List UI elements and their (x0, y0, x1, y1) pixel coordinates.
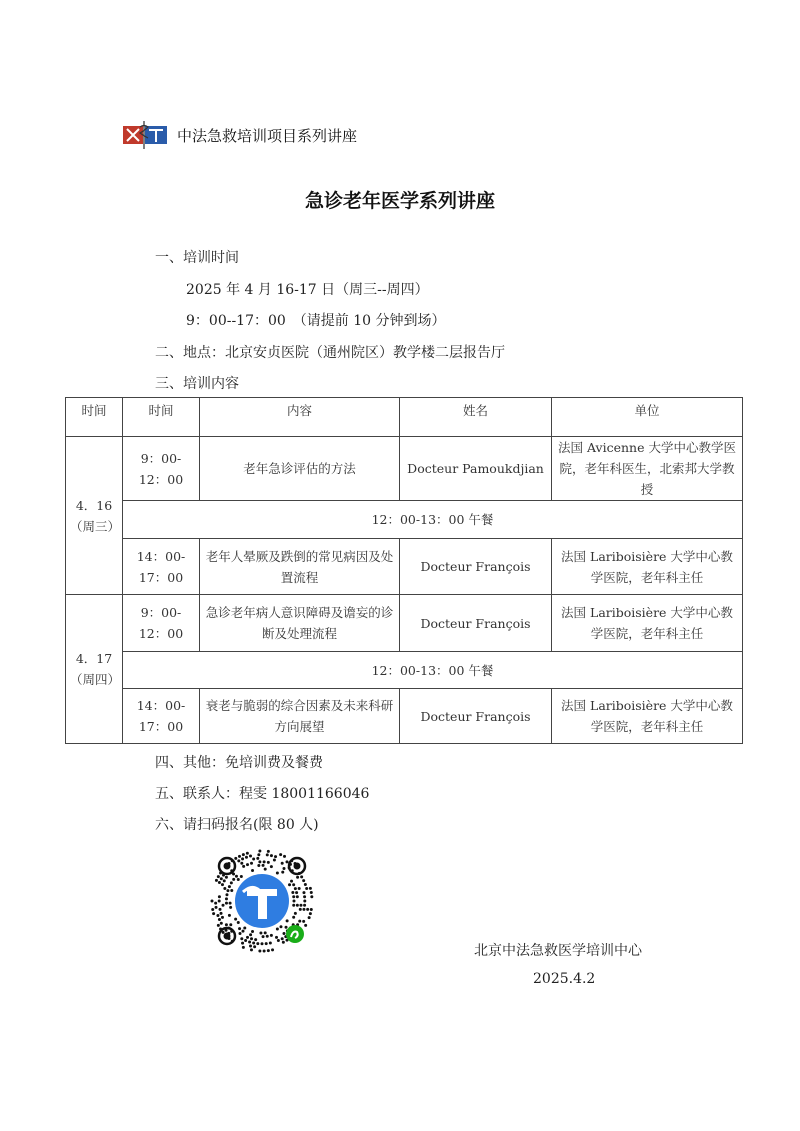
page-title: 急诊老年医学系列讲座 (304, 190, 495, 212)
unit-cell: 法国 Avicenne 大学中心教学医院，老年科医生，北索邦大学教授 (552, 437, 743, 501)
content-cell: 急诊老年病人意识障碍及谵妄的诊断及处理流程 (200, 595, 400, 652)
day-cell: 4．16（周三） (66, 437, 123, 595)
table-header-row (66, 398, 743, 437)
lunch-row (66, 652, 743, 689)
time-cell: 9：00-12：00 (123, 595, 200, 652)
name-cell: Docteur Pamoukdjian (400, 437, 552, 501)
time-cell: 14：00-17：00 (123, 689, 200, 744)
section-training-time-heading: 一、培训时间 (155, 250, 239, 266)
lunch-cell: 12：00-13：00 午餐 (123, 501, 743, 539)
content-cell: 老年急诊评估的方法 (200, 437, 400, 501)
unit-cell: 法国 Lariboisière 大学中心教学医院，老年科主任 (552, 595, 743, 652)
header-cell: 时间 (123, 398, 200, 437)
header-title: 中法急救培训项目系列讲座 (177, 126, 358, 145)
header (123, 120, 357, 150)
section-other: 四、其他：免培训费及餐费 (155, 755, 323, 771)
lunch-row (66, 501, 743, 539)
name-cell: Docteur François (400, 539, 552, 595)
lunch-cell: 12：00-13：00 午餐 (123, 652, 743, 689)
training-hours: 9：00--17：00 （请提前 10 分钟到场） (186, 313, 446, 329)
content-cell: 老年人晕厥及跌倒的常见病因及处置流程 (200, 539, 400, 595)
section-content-heading: 三、培训内容 (155, 376, 239, 392)
header-cell: 时间 (66, 398, 123, 437)
section-registration: 六、请扫码报名(限 80 人) (155, 817, 319, 833)
table-row (66, 539, 743, 595)
unit-cell: 法国 Lariboisière 大学中心教学医院，老年科主任 (552, 539, 743, 595)
time-cell: 9：00-12：00 (123, 437, 200, 501)
footer-organization: 北京中法急救医学培训中心 (474, 943, 642, 959)
name-cell: Docteur François (400, 595, 552, 652)
wechat-mini-program-icon (286, 925, 304, 943)
table-row (66, 595, 743, 652)
header-cell: 姓名 (400, 398, 552, 437)
header-cell: 内容 (200, 398, 400, 437)
time-cell: 14：00-17：00 (123, 539, 200, 595)
logo (123, 121, 169, 149)
table-row (66, 689, 743, 744)
name-cell: Docteur François (400, 689, 552, 744)
registration-qr-code[interactable] (207, 846, 317, 956)
header-cell: 单位 (552, 398, 743, 437)
section-location: 二、地点：北京安贞医院（通州院区）教学楼二层报告厅 (155, 345, 505, 361)
table-row (66, 437, 743, 501)
content-cell: 衰老与脆弱的综合因素及未来科研方向展望 (200, 689, 400, 744)
unit-cell: 法国 Lariboisière 大学中心教学医院，老年科主任 (552, 689, 743, 744)
section-contact: 五、联系人：程雯 18001166046 (155, 786, 370, 802)
footer-date: 2025.4.2 (533, 971, 596, 987)
schedule-table (65, 397, 743, 744)
day-cell: 4．17（周四） (66, 595, 123, 744)
training-date: 2025 年 4 月 16-17 日（周三--周四） (186, 282, 429, 298)
